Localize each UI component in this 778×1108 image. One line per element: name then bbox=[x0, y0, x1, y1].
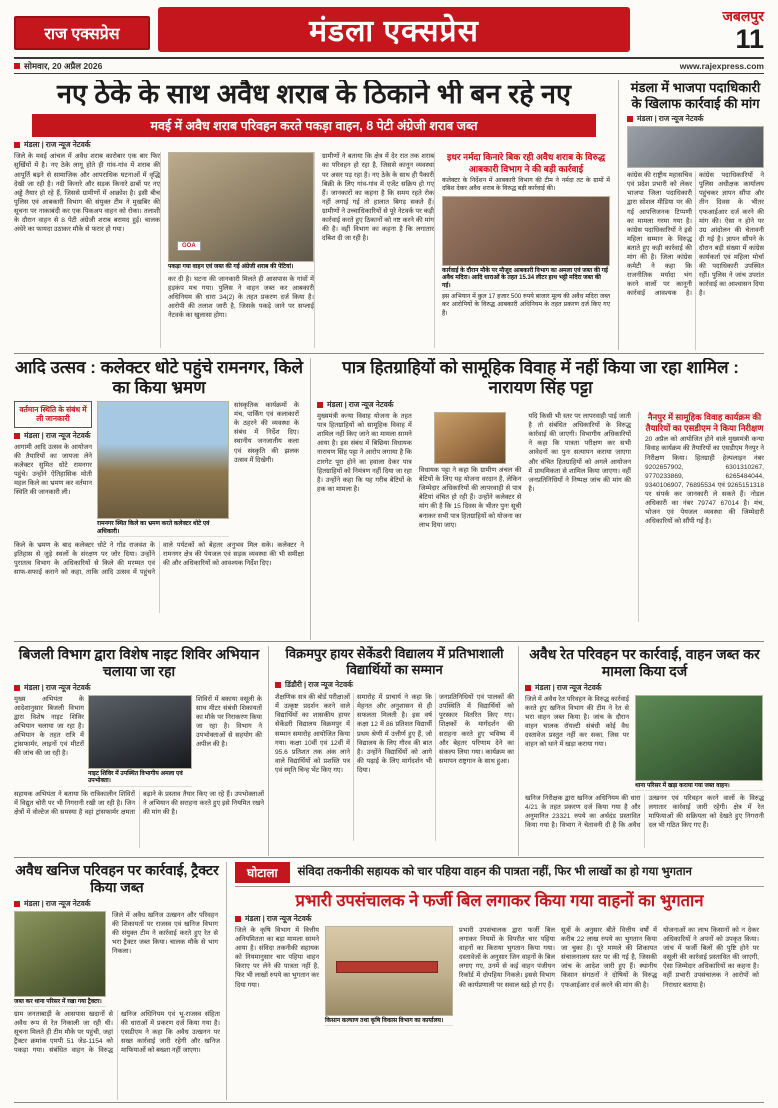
ghotala-col-2: प्रभारी उपसंचालक द्वारा फर्जी बिल लगाकर नियमों के विपरीत चार पहिया वाहनों का किराया भुगतान किया गया। दस्तावेजों के अनुसार जिन वाहनों के बिल लगाए गए, उनमें से कई वाहन पंजीयन रिकॉर्ड में दोपहिया निकले। इससे विभाग की कार्यप्रणाली पर सवाल खड़े हो गए हैं। bbox=[459, 926, 555, 989]
vidyalaya-headline: विक्रमपुर हायर सेकेंडरी विद्यालय में प्रतिभाशाली विद्यार्थियों का सम्मान bbox=[285, 646, 504, 677]
byline bbox=[627, 114, 764, 124]
vivah-headline: पात्र हितग्राहियों को सामूहिक विवाह में नहीं किया जा रहा शामिल : नारायण सिंह पट्टा bbox=[342, 358, 739, 397]
ghotala-strap-row bbox=[235, 862, 764, 887]
ret-headline: अवैध रेत परिवहन पर कार्रवाई, वाहन जब्त कर मामला किया दर्ज bbox=[529, 646, 760, 679]
ghotala-col-1: जिले के कृषि विभाग में वित्तीय अनियमितता का बड़ा मामला सामने आया है। संविदा तकनीकी सहायक को नियमानुसार चार पहिया वाहन किराए पर लेने की पात्रता नहीं है, फिर भी लाखों रुपये का भुगतान कर दिया गया। bbox=[235, 926, 319, 989]
byline-text: मंडला | राज न्यूज नेटवर्क bbox=[24, 898, 91, 908]
carton-label: GOA bbox=[177, 241, 201, 251]
ret-photo-block bbox=[635, 695, 763, 792]
byline bbox=[14, 899, 220, 909]
ghotala-strap: संविदा तकनीकी सहायक को चार पहिया वाहन की पात्रता नहीं, फिर भी लाखों का हो गया भुगतान bbox=[297, 865, 692, 878]
story-bijli-night-camp bbox=[14, 646, 264, 856]
ghotala-photo-caption: किसान कल्याण तथा कृषि विकास विभाग का कार्यालय। bbox=[325, 1016, 453, 1027]
photo-narayan-singh-patta bbox=[434, 412, 506, 464]
city-page-block bbox=[722, 7, 764, 53]
section-divider bbox=[14, 857, 764, 858]
main-col-2 bbox=[160, 152, 314, 348]
khanij-bottom-text: ग्राम जनताबाड़ी के आसपास खदानों से अवैध रूप से रेत निकाली जा रही थी। सूचना मिलते ही टीम मौके पर पहुंची, जहां ट्रैक्टर क्रमांक एमपी 51 जेड-1154 को पकड़ा गया। संबंधित वाहन के विरुद्ध खनिज अधिनियम एवं भू-राजस्व संहिता की धाराओं में प्रकरण दर्ज किया गया है। एसडीएम ने कहा कि अवैध उत्खनन पर सख्त कार्रवाई जारी रहेगी और खनिज माफियाओं को बख्शा नहीं जाएगा। bbox=[14, 1011, 220, 1055]
photo-liquor-seizure bbox=[168, 152, 314, 262]
inset-lead: कलेक्टर के निर्देशन में आबकारी विभाग की टीम ने नर्मदा तट के ग्रामों में दबिश देकर अवैध शराब के विरुद्ध बड़ी कार्रवाई की। bbox=[442, 176, 610, 193]
khanij-photo-caption: जब्त कर थाना परिसर में रखा गया ट्रैक्टर। bbox=[14, 997, 106, 1008]
story-samuhik-vivah bbox=[310, 358, 764, 640]
main-col-1: जिले के मवई आंचल में अवैध शराब कारोबार एक बार फिर सुर्खियों में है। नए ठेके लागू होते ही गांव-गांव में शराब की आपूर्ति बढ़ने से सामाजिक और आपराधिक घटनाओं में वृद्धि देखी जा रही है। नदी किनारे और सड़क किनारे ढाबों पर नए अड्डे तैयार हो रहे हैं, जिससे ग्रामीणों में आक्रोश है। इसी बीच पुलिस एवं आबकारी विभाग की संयुक्त टीम ने मुखबिर की सूचना पर नाकाबंदी कर एक पिकअप वाहन को रोका। तलाशी के दौरान वाहन से 8 पेटी अंग्रेजी शराब बरामद हुई। चालक अंधेरे का फायदा उठाकर मौके से फरार हो गया। bbox=[14, 153, 160, 234]
khanij-row bbox=[14, 911, 220, 1008]
inset-note: इस अभियान में कुल 17 हजार 500 रुपये बाजार मूल्य की अवैध मदिरा जब्त कर आरोपियों के विरुद्ध आबकारी अधिनियम के तहत प्रकरण दर्ज किए गए हैं। bbox=[442, 293, 610, 317]
bijli-headline: बिजली विभाग द्वारा विशेष नाइट शिविर अभियान चलाया जा रहा bbox=[18, 646, 260, 679]
vidyalaya-col-3: जनप्रतिनिधियों एवं पालकों की उपस्थिति में विद्यार्थियों को पुरस्कार वितरित किए गए। शिक्षकों के मार्गदर्शन की सराहना करते हुए भविष्य में और बेहतर परिणाम देने का संकल्प लिया गया। कार्यक्रम का समापन राष्ट्रगान के साथ हुआ। bbox=[439, 694, 514, 765]
story-ret-parivahan bbox=[518, 646, 764, 856]
adi-col-1: आगामी आदि उत्सव के आयोजन की तैयारियों का जायजा लेने कलेक्टर सुमित धोटे रामनगर पहुंचे। उन्होंने ऐतिहासिक मोती महल किले का भ्रमण कर वर्तमान स्थिति की जानकारी ली। bbox=[14, 443, 92, 497]
vivah-col-2 bbox=[419, 412, 522, 622]
vivah-sidebar-body: 20 अप्रैल को आयोजित होने वाले मुख्यमंत्री कन्या विवाह कार्यक्रम की तैयारियों का एसडीएम नैनपुर ने निरीक्षण किया। हितग्राही हेल्पलाइन नंबर 9202657902, 6301310267, 9770233869, 6265484044, 9340106907, 76895534 एवं 9265151318 पर संपर्क कर जानकारी ले सकते हैं। नोडल अधिकारी का नंबर 79747 67014 है। मंच, भोजन एवं पेयजल व्यवस्था की जिम्मेदारी अधिकारियों को सौंपी गई है। bbox=[644, 436, 764, 526]
photo-ramnagar-fort bbox=[97, 401, 229, 519]
bijli-col-1: मुख्य अभियंता के आदेशानुसार बिजली विभाग द्वारा विशेष नाइट शिविर अभियान चलाया जा रहा है। अभियान के तहत रात्रि में ट्रांसफार्मर, लाइनों एवं मीटरों की जांच की जा रही है। bbox=[14, 695, 84, 758]
vivah-sidebar bbox=[638, 412, 764, 622]
byline-text: मंडला | राज न्यूज नेटवर्क bbox=[637, 114, 704, 124]
page-bottom-rule bbox=[14, 1102, 764, 1103]
dateline bbox=[14, 57, 764, 74]
main-body bbox=[14, 152, 614, 348]
byline-marker-icon bbox=[14, 142, 20, 148]
edition-banner: मंडला एक्सप्रेस bbox=[158, 7, 630, 52]
page-number: 11 bbox=[735, 24, 764, 54]
vivah-col-3: यदि किसी भी स्तर पर लापरवाही पाई जाती है तो संबंधित अधिकारियों के विरुद्ध कार्रवाई की जाएगी। विभागीय अधिकारियों ने कहा कि पात्रता परीक्षण कर सभी आवेदनों का पुनः सत्यापन कराया जाएगा और वंचित हितग्राहियों को अगले आयोजन में प्राथमिकता से शामिल किया जाएगा। वहीं जनप्रतिनिधियों ने निष्पक्ष जांच की मांग की है। bbox=[528, 413, 631, 493]
date-text: सोमवार, 20 अप्रैल 2026 bbox=[24, 60, 103, 71]
section-divider bbox=[14, 353, 764, 354]
byline-text: डिंडौरी | राज न्यूज नेटवर्क bbox=[285, 680, 353, 690]
byline-text: मंडला | राज न्यूज नेटवर्क bbox=[535, 682, 602, 692]
paper-logo: राज एक्सप्रेस bbox=[14, 16, 150, 50]
bijli-bottom-text: सहायक अभियंता ने बताया कि रात्रिकालीन शिविरों में विद्युत चोरी पर भी निगरानी रखी जा रही है। जिन क्षेत्रों में वोल्टेज की समस्या है वहां ट्रांसफार्मर क्षमता बढ़ाने के प्रस्ताव तैयार किए जा रहे हैं। उपभोक्ताओं ने अभियान की सराहना करते हुए इसे नियमित रखने की मांग की है। bbox=[14, 790, 264, 816]
ret-bottom-text: खनिज निरीक्षक द्वारा खनिज अधिनियम की धारा 4/21 के तहत प्रकरण दर्ज किया गया है और अनुमानित 23321 रुपये का अर्थदंड प्रस्तावित किया गया है। विभाग ने चेतावनी दी है कि अवैध उत्खनन एवं परिवहन करने वालों के विरुद्ध लगातार कार्रवाई जारी रहेगी। क्षेत्र में रेत माफियाओं की सक्रियता को देखते हुए निगरानी दल भी गठित किए गए हैं। bbox=[525, 795, 764, 830]
office-signboard bbox=[336, 961, 438, 973]
photo-seized-tractor bbox=[14, 911, 106, 997]
red-square-icon bbox=[14, 63, 20, 69]
ret-row bbox=[525, 695, 764, 792]
byline-marker-icon bbox=[275, 682, 281, 688]
byline-text: मंडला | राज न्यूज नेटवर्क bbox=[24, 140, 91, 150]
section-divider bbox=[14, 641, 764, 642]
vivah-body bbox=[317, 412, 764, 622]
photo-night-camp bbox=[88, 695, 192, 769]
adi-headline: आदि उत्सव : कलेक्टर धोटे पहुंचे रामनगर, किले का किया भ्रमण bbox=[14, 358, 304, 397]
adi-content bbox=[14, 401, 304, 537]
story-vidyalaya-samman bbox=[268, 646, 514, 856]
khanij-headline: अवैध खनिज परिवहन पर कार्रवाई, ट्रैक्टर किया जब्त bbox=[15, 862, 219, 895]
ret-col-1: जिले में अवैध रेत परिवहन के विरुद्ध कार्रवाई करते हुए खनिज विभाग की टीम ने रेत से भरा वाहन जब्त किया है। जांच के दौरान वाहन चालक रॉयल्टी संबंधी कोई वैध दस्तावेज प्रस्तुत नहीं कर सका, जिस पर वाहन को थाने में खड़ा कराया गया। bbox=[525, 695, 629, 749]
ghotala-body bbox=[235, 926, 764, 1078]
vidyalaya-col-2: समारोह में प्राचार्य ने कहा कि मेहनत और अनुशासन से ही सफलता मिलती है। इस वर्ष कक्षा 12 में 86 प्रतिशत विद्यार्थी प्रथम श्रेणी में उत्तीर्ण हुए हैं, जो विद्यालय के लिए गौरव की बात है। उन्होंने विद्यार्थियों को आगे की पढ़ाई के लिए मार्गदर्शन भी दिया। bbox=[357, 694, 432, 774]
photo-agriculture-office bbox=[325, 926, 453, 1016]
vivah-col-1: मुख्यमंत्री कन्या विवाह योजना के तहत पात्र हितग्राहियों को सामूहिक विवाह में शामिल नहीं किए जाने का मामला सामने आया है। इस संबंध में बिछिया विधायक नारायण सिंह पट्टा ने आरोप लगाया है कि टारगेट पूरा होने का हवाला देकर पात्र हितग्राहियों को निमंत्रण नहीं दिया जा रहा है। उन्होंने कहा कि यह गरीब बेटियों के हक का मामला है। bbox=[317, 413, 412, 493]
adi-photo-block bbox=[97, 401, 229, 537]
date-label bbox=[14, 61, 102, 72]
main-headline: नए ठेके के साथ अवैध शराब के ठिकाने भी बन रहे नए bbox=[57, 80, 571, 109]
story-ghotala-payment-scam bbox=[226, 862, 764, 1100]
ghotala-photo-block bbox=[325, 926, 453, 1078]
bijli-photo-block bbox=[88, 695, 192, 787]
ret-photo-caption: थाना परिसर में खड़ा कराया गया जब्त वाहन। bbox=[635, 781, 763, 792]
vidyalaya-body bbox=[275, 693, 514, 841]
byline-marker-icon bbox=[627, 116, 633, 122]
website-label: www.rajexpress.com bbox=[679, 61, 764, 71]
inset-excise-raid bbox=[434, 152, 610, 348]
byline-text: मंडला | राज न्यूज नेटवर्क bbox=[327, 400, 394, 410]
main-col-2-text: कर दी है। घटना की जानकारी मिलते ही आसपास के गांवों में हड़कंप मच गया। पुलिस ने वाहन जब्त कर आबकारी अधिनियम की धारा 34(2) के तहत प्रकरण दर्ज किया है। आरोपी की तलाश जारी है, जिसके पकड़े जाने पर सप्लाई नेटवर्क का खुलासा होगा। bbox=[168, 275, 314, 320]
bijli-col-2: शिविरों में बकाया वसूली के साथ मीटर संबंधी शिकायतों का मौके पर निराकरण किया जा रहा है। विभाग ने उपभोक्ताओं से सहयोग की अपील की है। bbox=[196, 695, 262, 749]
bijli-row bbox=[14, 695, 264, 787]
byline bbox=[525, 683, 764, 693]
story-main-liquor bbox=[14, 80, 614, 350]
byline bbox=[14, 140, 614, 150]
bjp-body: कांग्रेस की राष्ट्रीय महासचिव एवं प्रदेश प्रभारी को लेकर भाजपा जिला पदाधिकारी द्वारा सोशल मीडिया पर की गई आपत्तिजनक टिप्पणी का मामला गरमा गया है। कांग्रेस पदाधिकारियों ने इसे महिला सम्मान के विरुद्ध बताते हुए कड़ी कार्रवाई की मांग की है। जिला कांग्रेस कमेटी ने कहा कि राजनीतिक मर्यादा भंग करने वालों पर कानूनी कार्रवाई आवश्यक है। कांग्रेस पदाधिकारियों ने पुलिस अधीक्षक कार्यालय पहुंचकर ज्ञापन सौंपा और तीन दिवस के भीतर एफआईआर दर्ज करने की मांग की। ऐसा न होने पर उग्र आंदोलन की चेतावनी दी गई है। ज्ञापन सौंपने के दौरान बड़ी संख्या में कांग्रेस कार्यकर्ता एवं महिला मोर्चा की पदाधिकारी उपस्थित रहीं। पुलिस ने जांच उपरांत कार्रवाई का आश्वासन दिया है। bbox=[627, 172, 764, 298]
adi-left-col bbox=[14, 401, 92, 537]
byline-marker-icon bbox=[317, 402, 323, 408]
ghotala-label: घोटाला bbox=[235, 862, 290, 883]
main-col-3: ग्रामीणों ने बताया कि क्षेत्र में देर रात तक शराब का परिवहन हो रहा है, जिससे कानून व्यवस्था पर असर पड़ रहा है। नए ठेके के साथ ही पैकारी बिक्री के लिए गांव-गांव में एजेंट सक्रिय हो गए हैं। जानकारों का कहना है कि समय रहते रोक नहीं लगाई गई तो हालात बिगड़ सकते हैं। ग्रामीणों ने उच्चाधिकारियों से पूरे नेटवर्क पर कड़ी कार्रवाई करते हुए ठिकानों को नष्ट करने की मांग की है। वहीं विभाग का कहना है कि लगातार दबिश दी जा रही है। bbox=[314, 152, 434, 348]
byline-marker-icon bbox=[14, 685, 20, 691]
inset-photo-caption: कार्रवाई के दौरान मौके पर मौजूद आबकारी विभाग का अमला एवं जब्त की गई अवैध मदिरा। आदि धाराओं के तहत 15.34 लीटर हाथ भट्टी मदिरा जब्त की गई। bbox=[442, 266, 610, 292]
bijli-photo-caption: नाइट शिविर में उपस्थित विभागीय अमला एवं उपभोक्ता। bbox=[88, 769, 192, 787]
byline bbox=[14, 683, 264, 693]
byline-marker-icon bbox=[14, 433, 20, 439]
vivah-col-2-text: विधायक पट्टा ने कहा कि ग्रामीण अंचल की बेटियों के लिए यह योजना वरदान है, लेकिन जिम्मेदार अधिकारियों की लापरवाही से पात्र बेटियां वंचित हो रही हैं। उन्होंने कलेक्टर से मांग की है कि 15 दिवस के भीतर पुनः सूची बनाकर सभी पात्र हितग्राहियों को योजना का लाभ दिया जाए। bbox=[418, 467, 522, 529]
byline-text: मंडला | राज न्यूज नेटवर्क bbox=[245, 913, 312, 923]
byline-marker-icon bbox=[525, 685, 531, 691]
main-subheadline: मवई में अवैध शराब परिवहन करते पकड़ा वाहन, 8 पेटी अंग्रेजी शराब जब्त bbox=[32, 114, 596, 137]
adi-kicker: वर्तमान स्थिति के संबंध में ली जानकारी bbox=[14, 401, 92, 428]
city-label: जबलपुर bbox=[722, 8, 764, 24]
byline bbox=[317, 400, 764, 410]
adi-photo-caption: रामनगर स्थित किले का भ्रमण करते कलेक्टर धोटे एवं अधिकारी। bbox=[97, 519, 229, 537]
ghotala-headline: प्रभारी उपसंचालक ने फर्जी बिल लगाकर किया गया वाहनों का भुगतान bbox=[295, 892, 704, 910]
photo-memorandum bbox=[627, 126, 764, 168]
byline-text: मंडला | राज न्यूज नेटवर्क bbox=[24, 682, 91, 692]
khanij-col-1: जिले में अवैध खनिज उत्खनन और परिवहन की शिकायतों पर राजस्व एवं खनिज विभाग की संयुक्त टीम ने कार्रवाई करते हुए रेत से भरा ट्रैक्टर जब्त किया। चालक मौके से भाग निकला। bbox=[112, 911, 218, 955]
byline bbox=[14, 431, 92, 441]
adi-col-2: सांस्कृतिक कार्यक्रमों के मंच, पार्किंग एवं कलाकारों के ठहरने की व्यवस्था के संबंध में निर्देश दिए। स्थानीय जनजातीय कला एवं संस्कृति की झलक उत्सव में दिखेगी। bbox=[234, 402, 299, 464]
story-khanij-tractor bbox=[14, 862, 220, 1100]
ghotala-col-4: योजनाओं का लाभ किसानों को न देकर अधिकारियों ने अपनों को उपकृत किया। जांच में फर्जी बिलों की पुष्टि होने पर वसूली की कार्रवाई प्रस्तावित की जाएगी, ऐसा जिम्मेदार अधिकारियों का कहना है। वहीं प्रभारी उपसंचालक ने आरोपों को निराधार बताया है। bbox=[663, 926, 759, 989]
story-bjp-action-demand bbox=[618, 80, 764, 350]
byline-text: मंडला | राज न्यूज नेटवर्क bbox=[24, 430, 91, 440]
photo-caption: पकड़ा गया वाहन एवं जब्त की गई अंग्रेजी शराब की पेटियां। bbox=[168, 262, 314, 273]
byline bbox=[275, 680, 514, 690]
adi-bottom-text: किले के भ्रमण के बाद कलेक्टर धोटे ने गोंड राजवंश के इतिहास से जुड़े स्थलों के संरक्षण पर जोर दिया। उन्होंने पुरातत्व विभाग के अधिकारियों से किले की मरम्मत एवं साफ-सफाई कराने को कहा, ताकि आदि उत्सव में पहुंचने वाले पर्यटकों को बेहतर अनुभव मिल सके। कलेक्टर ने रामनगर क्षेत्र की पेयजल एवं सड़क व्यवस्था की भी समीक्षा की और अधिकारियों को आवश्यक निर्देश दिए। bbox=[14, 542, 304, 577]
byline-marker-icon bbox=[14, 901, 20, 907]
vivah-sidebar-headline: नैनपुर में सामूहिक विवाह कार्यक्रम की तैयारियों का एसडीएम ने किया निरीक्षण bbox=[645, 412, 764, 433]
bjp-headline: मंडला में भाजपा पदाधिकारी के खिलाफ कार्रवाई की मांग bbox=[630, 80, 761, 111]
story-adi-utsav bbox=[14, 358, 304, 640]
inset-headline: इधर नर्मदा किनारे बिक रही अवैध शराब के विरुद्ध आबकारी विभाग ने की बड़ी कार्रवाई bbox=[446, 152, 606, 174]
ghotala-col-3: सूत्रों के अनुसार बीते वित्तीय वर्षों में करीब 22 लाख रुपये का भुगतान किया जा चुका है। पूरे मामले की शिकायत संचालनालय स्तर पर की गई है, जिसकी जांच के आदेश जारी हुए हैं। स्थानीय किसान संगठनों ने दोषियों के विरुद्ध एफआईआर दर्ज करने की मांग की है। bbox=[561, 926, 657, 989]
vidyalaya-col-1: शैक्षणिक सत्र की बोर्ड परीक्षाओं में उत्कृष्ट प्रदर्शन करने वाले विद्यार्थियों का शासकीय हायर सेकेंडरी विद्यालय विक्रमपुर में सम्मान समारोह आयोजित किया गया। कक्षा 10वीं एवं 12वीं में 95.6 प्रतिशत तक अंक लाने वाले विद्यार्थियों को प्रशस्ति पत्र एवं स्मृति चिन्ह भेंट किए गए। bbox=[275, 694, 350, 774]
khanij-photo-block bbox=[14, 911, 106, 1008]
byline-marker-icon bbox=[235, 916, 241, 922]
byline bbox=[235, 914, 764, 924]
photo-excise-raid bbox=[442, 196, 610, 266]
photo-seized-truck bbox=[635, 695, 763, 781]
